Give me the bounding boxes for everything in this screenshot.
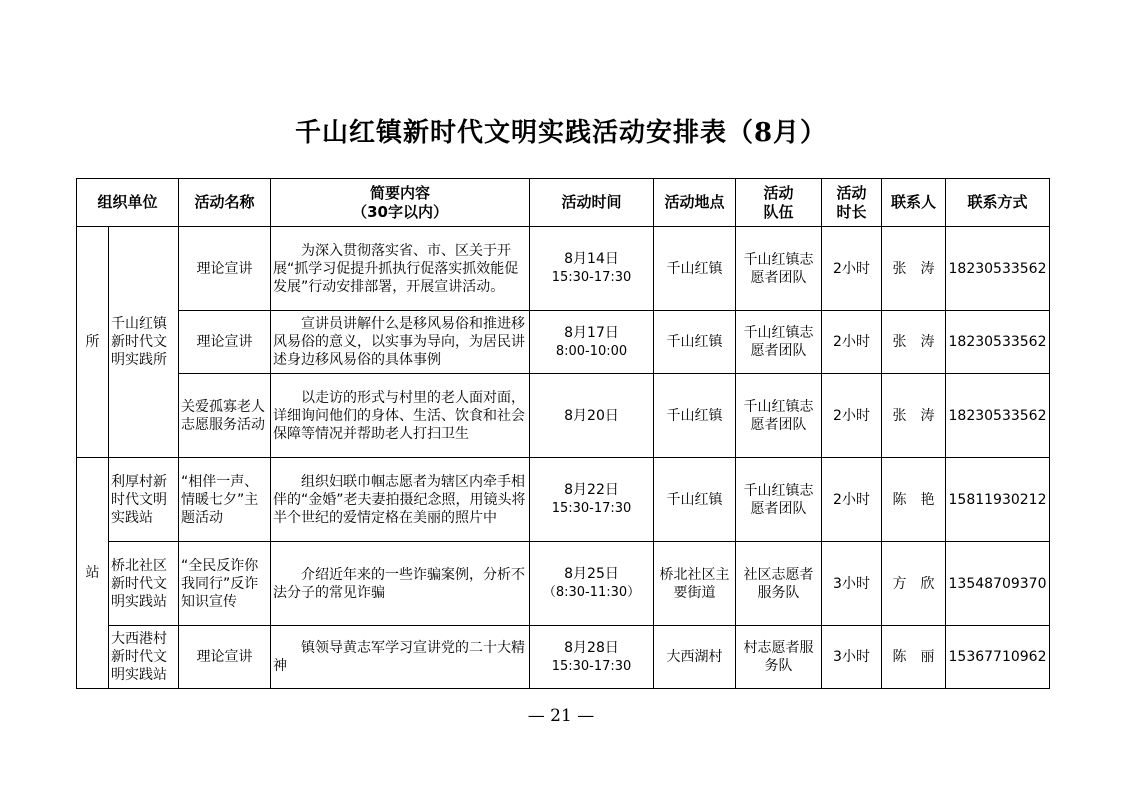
contact-phone: 15367710962: [946, 626, 1050, 689]
contact-phone: 18230533562: [946, 227, 1050, 311]
header-team-line1: 活动: [763, 183, 794, 202]
activity-hours: 15:30-17:30: [551, 501, 632, 516]
contact-person: 陈 丽: [882, 626, 946, 689]
org-unit: 大西港村新时代文明实践站: [109, 626, 179, 689]
header-org: 组织单位: [77, 179, 179, 227]
activity-hours: 15:30-17:30: [551, 270, 632, 285]
header-content: [271, 179, 530, 227]
activity-name: 理论宣讲: [179, 311, 271, 374]
activity-name: 理论宣讲: [179, 227, 271, 311]
activity-content: 镇领导黄志军学习宣讲党的二十大精神: [271, 626, 530, 689]
activity-time: [530, 458, 654, 542]
header-duration-line2: 时长: [836, 202, 867, 221]
activity-place: 千山红镇: [654, 458, 736, 542]
activity-place: 千山红镇: [654, 311, 736, 374]
activity-date: 8月20日: [530, 374, 654, 458]
activity-duration: 2小时: [822, 458, 882, 542]
activity-team: 千山红镇志愿者团队: [736, 227, 822, 311]
activity-time: [530, 626, 654, 689]
activity-team: 社区志愿者服务队: [736, 542, 822, 626]
activity-team: 村志愿者服务队: [736, 626, 822, 689]
page-number: — 21 —: [527, 706, 595, 726]
activity-place: 千山红镇: [654, 227, 736, 311]
activity-date: 8月22日: [564, 482, 619, 498]
group-label: 站: [77, 458, 109, 689]
table-row: [77, 311, 1050, 374]
document-title: 千山红镇新时代文明实践活动安排表（8月）: [294, 118, 828, 148]
table-row: [77, 458, 1050, 542]
activity-duration: 3小时: [822, 626, 882, 689]
activity-place: 大西湖村: [654, 626, 736, 689]
org-unit: 利厚村新时代文明实践站: [109, 458, 179, 542]
activity-name: 理论宣讲: [179, 626, 271, 689]
header-duration-line1: 活动: [836, 183, 867, 202]
header-phone: 联系方式: [946, 179, 1050, 227]
org-unit: 千山红镇新时代文明实践所: [109, 227, 179, 458]
contact-phone: 13548709370: [946, 542, 1050, 626]
group-label: 所: [77, 227, 109, 458]
activity-team: 千山红镇志愿者团队: [736, 374, 822, 458]
activity-content: 以走访的形式与村里的老人面对面，详细询问他们的身体、生活、饮食和社会保障等情况并帮助老人打扫卫生: [271, 374, 530, 458]
table-row: [77, 626, 1050, 689]
header-place: 活动地点: [654, 179, 736, 227]
activity-team: 千山红镇志愿者团队: [736, 311, 822, 374]
activity-time: [530, 542, 654, 626]
activity-content: 为深入贯彻落实省、市、区关于开展“抓学习促提升抓执行促落实抓效能促发展”行动安排部署，开展宣讲活动。: [271, 227, 530, 311]
header-team: [736, 179, 822, 227]
table-row: [77, 542, 1050, 626]
activity-team: 千山红镇志愿者团队: [736, 458, 822, 542]
contact-phone: 18230533562: [946, 374, 1050, 458]
activity-name: “相伴一声、情暖七夕”主题活动: [179, 458, 271, 542]
header-time: 活动时间: [530, 179, 654, 227]
table-row: [77, 227, 1050, 311]
org-unit: 桥北社区新时代文明实践站: [109, 542, 179, 626]
activity-place: 千山红镇: [654, 374, 736, 458]
header-content-line2: （30字以内）: [352, 202, 448, 221]
header-content-line1: 简要内容: [370, 183, 431, 202]
header-row: [77, 179, 1050, 227]
activity-hours: 8:00-10:00: [555, 343, 628, 359]
activity-hours: 15:30-17:30: [551, 658, 632, 674]
activity-time: [530, 311, 654, 374]
contact-person: 陈 艳: [882, 458, 946, 542]
activity-time: [530, 227, 654, 311]
table-row: [77, 374, 1050, 458]
activity-content: 介绍近年来的一些诈骗案例，分析不法分子的常见诈骗: [271, 542, 530, 626]
activity-hours: （8:30-11:30）: [542, 585, 641, 600]
activity-date: 8月25日: [564, 566, 619, 582]
contact-person: 方 欣: [882, 542, 946, 626]
activity-duration: 2小时: [822, 311, 882, 374]
contact-phone: 18230533562: [946, 311, 1050, 374]
contact-phone: 15811930212: [946, 458, 1050, 542]
activity-date: 8月14日: [564, 251, 619, 267]
header-duration: [822, 179, 882, 227]
activity-duration: 3小时: [822, 542, 882, 626]
activity-name: “全民反诈你我同行”反诈知识宣传: [179, 542, 271, 626]
header-team-line2: 队伍: [763, 202, 794, 221]
activity-name: 关爱孤寡老人志愿服务活动: [179, 374, 271, 458]
activity-date: 8月17日: [564, 324, 619, 341]
activity-date: 8月28日: [564, 639, 619, 656]
contact-person: 张 涛: [882, 311, 946, 374]
header-name: 活动名称: [179, 179, 271, 227]
activity-content: 宣讲员讲解什么是移风易俗和推进移风易俗的意义，以实事为导向，为居民讲述身边移风易俗的具体事例: [271, 311, 530, 374]
header-contact: 联系人: [882, 179, 946, 227]
activity-place: 桥北社区主要街道: [654, 542, 736, 626]
activity-duration: 2小时: [822, 227, 882, 311]
contact-person: 张 涛: [882, 227, 946, 311]
activity-duration: 2小时: [822, 374, 882, 458]
activity-schedule-table: [76, 178, 1050, 689]
activity-content: 组织妇联巾帼志愿者为辖区内牵手相伴的“金婚”老夫妻拍摄纪念照，用镜头将半个世纪的爱情定格在美丽的照片中: [271, 458, 530, 542]
contact-person: 张 涛: [882, 374, 946, 458]
